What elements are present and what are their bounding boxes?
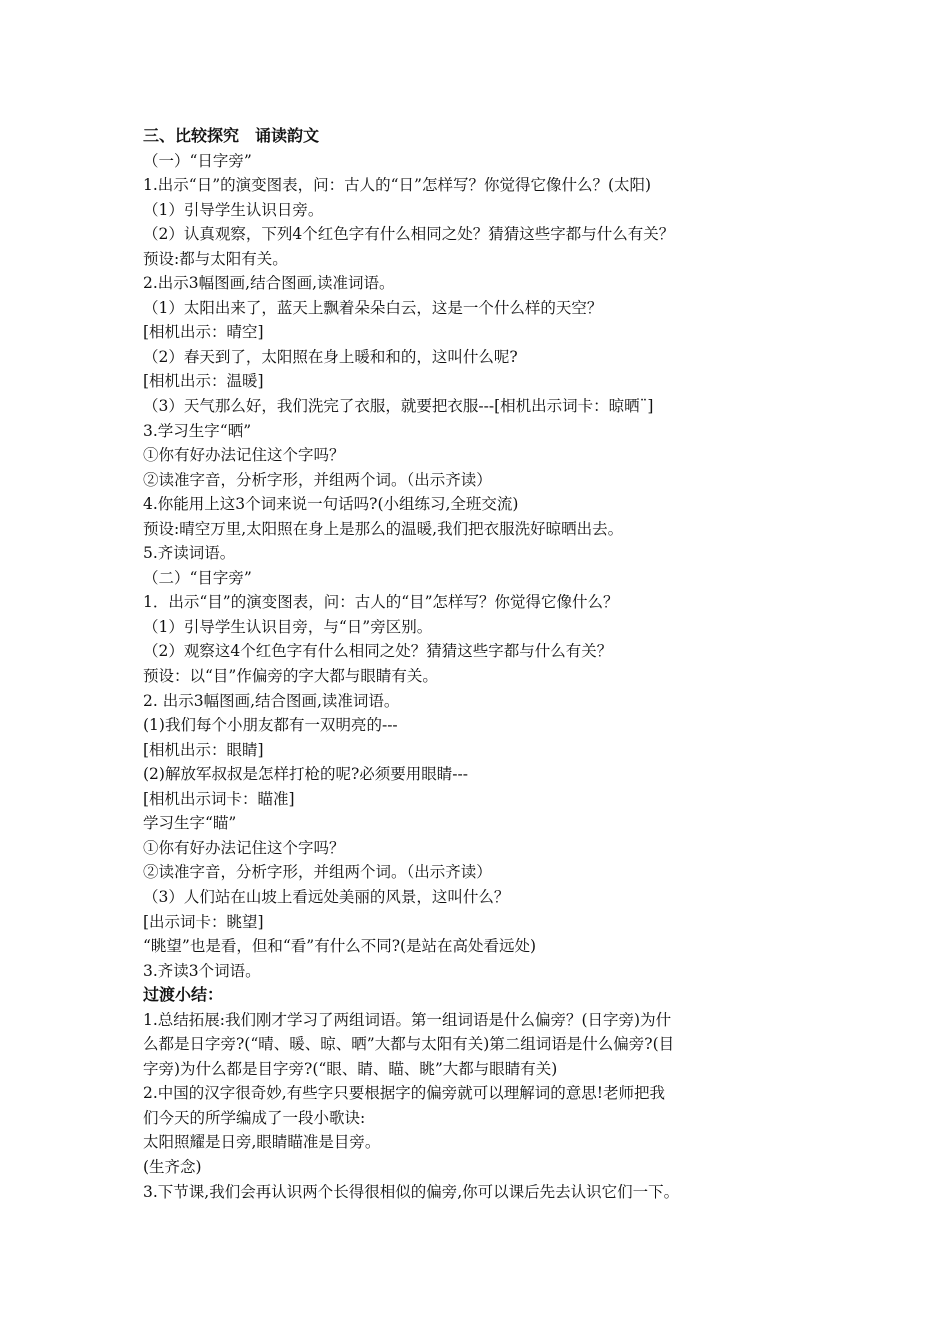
text-line: [相机出示：眼睛] (143, 740, 264, 759)
text-line: 1.出示“日”的演变图表，问：古人的“日”怎样写？你觉得它像什么？(太阳) (143, 176, 652, 195)
text-line: 预设:晴空万里,太阳照在身上是那么的温暖,我们把衣服洗好晾晒出去。 (143, 519, 624, 538)
text-line: 太阳照耀是日旁,眼睛瞄准是目旁。 (143, 1133, 381, 1152)
text-line: （3）人们站在山坡上看远处美丽的风景，这叫什么？ (143, 887, 510, 906)
text-line: （1）太阳出来了，蓝天上飘着朵朵白云，这是一个什么样的天空？ (143, 298, 603, 317)
text-line: ①你有好办法记住这个字吗？ (143, 446, 345, 465)
text-line: 2.出示3幅图画,结合图画,读准词语。 (143, 274, 395, 293)
text-line: 3.下节课,我们会再认识两个长得很相似的偏旁,你可以课后先去认识它们一下。 (143, 1182, 680, 1201)
text-line: 2. 出示3幅图画,结合图画,读准词语。 (143, 691, 400, 710)
text-line: 学习生字“瞄” (143, 814, 237, 833)
text-line: （2）认真观察，下列4个红色字有什么相同之处？猜猜这些字都与什么有关？ (143, 225, 675, 244)
text-line: ①你有好办法记住这个字吗？ (143, 838, 345, 857)
text-line: （1）引导学生认识日旁。 (143, 200, 324, 219)
text-line: (生齐念) (143, 1157, 202, 1176)
text-line: （1）引导学生认识目旁，与“日”旁区别。 (143, 617, 433, 636)
text-line: 1．出示“目”的演变图表，问：古人的“目”怎样写？你觉得它像什么？ (143, 593, 619, 612)
text-line: 么都是日字旁?(“晴、暖、晾、晒”大都与太阳有关)第二组词语是什么偏旁?(目 (143, 1035, 675, 1054)
text-line: 字旁)为什么都是目字旁?(“眼、睛、瞄、眺”大都与眼睛有关) (143, 1059, 558, 1078)
text-line: 们今天的所学编成了一段小歌诀: (143, 1108, 366, 1127)
text-line: 3.学习生字“晒” (143, 421, 252, 440)
text-line: 2.中国的汉字很奇妙,有些字只要根据字的偏旁就可以理解词的意思!老师把我 (143, 1084, 665, 1103)
text-line: (1)我们每个小朋友都有一双明亮的--- (143, 716, 398, 735)
text-line: 1.总结拓展:我们刚才学习了两组词语。第一组词语是什么偏旁？(日字旁)为什 (143, 1010, 672, 1029)
text-line: ②读准字音，分析字形，并组两个词。（出示齐读） (143, 470, 492, 489)
text-line: 预设:都与太阳有关。 (143, 249, 288, 268)
text-line: [相机出示：晴空] (143, 323, 264, 342)
text-line: （二）“目字旁” (143, 568, 252, 587)
text-line: 5.齐读词语。 (143, 544, 236, 563)
text-line: （2）春天到了，太阳照在身上暖和和的，这叫什么呢? (143, 347, 518, 366)
text-line: ②读准字音，分析字形，并组两个词。（出示齐读） (143, 863, 492, 882)
text-line: (2)解放军叔叔是怎样打枪的呢?必须要用眼睛--- (143, 765, 468, 784)
text-line: [相机出示词卡：瞄准] (143, 789, 295, 808)
text-line: [出示词卡：眺望] (143, 912, 264, 931)
text-line: （3）天气那么好，我们洗完了衣服，就要把衣服---[相机出示词卡：晾晒¨] (143, 397, 654, 416)
text-line: （一）“日字旁” (143, 151, 252, 170)
section-heading: 三、比较探究 诵读韵文 (143, 126, 320, 145)
text-line: [相机出示：温暖] (143, 372, 264, 391)
text-line: 4.你能用上这3个词来说一句话吗?(小组练习,全班交流) (143, 495, 519, 514)
text-line: 预设：以“目”作偏旁的字大都与眼睛有关。 (143, 667, 438, 686)
section-heading: 过渡小结： (143, 985, 224, 1005)
document-body (143, 124, 813, 1204)
text-line: 3.齐读3个词语。 (143, 961, 261, 980)
text-line: （2）观察这4个红色字有什么相同之处？猜猜这些字都与什么有关？ (143, 642, 613, 661)
text-line: “眺望”也是看，但和“看”有什么不同?(是站在高处看远处) (143, 937, 537, 956)
